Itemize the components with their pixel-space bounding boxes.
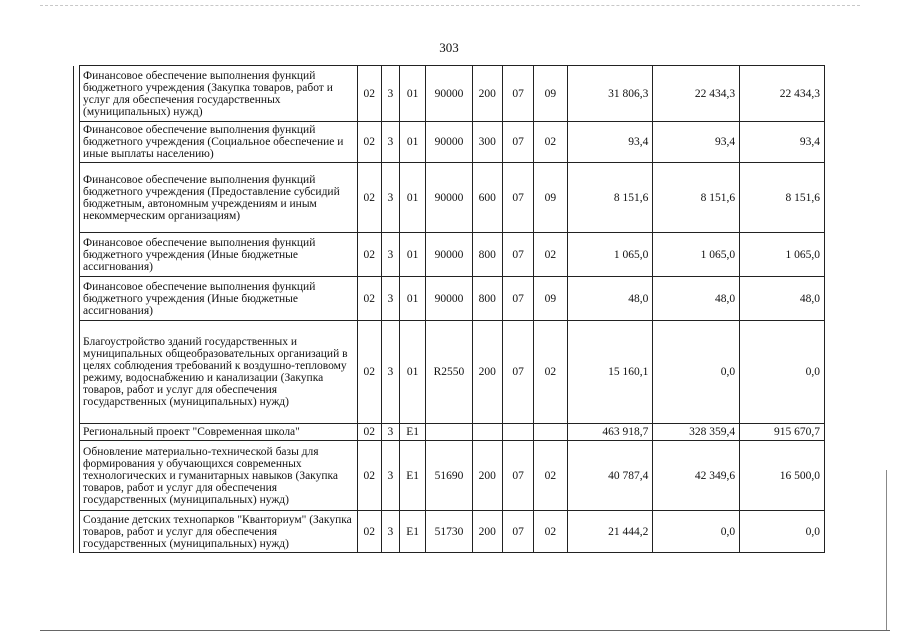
amount-3-cell: 0,0: [740, 321, 825, 424]
code-sub-cell: 3: [381, 66, 399, 122]
code-sub-cell: 3: [381, 441, 399, 511]
code-div-cell: 07: [502, 321, 533, 424]
code-type-cell: 600: [472, 163, 502, 233]
code-type-cell: [472, 424, 502, 441]
code-article-cell: R2550: [426, 321, 472, 424]
name-cell: Региональный проект "Современная школа": [80, 424, 358, 441]
amount-2-cell: 8 151,6: [653, 163, 740, 233]
code-div-cell: 07: [502, 122, 533, 163]
code-sub-cell: 3: [381, 277, 399, 321]
code-program-cell: E1: [400, 424, 426, 441]
amount-2-cell: 0,0: [653, 511, 740, 553]
name-cell: Финансовое обеспечение выполнения функций бюджетного учреждения (Предоставление субсидий бюджетным, автономным учреждениям и иным некоммерческим организациям): [80, 163, 358, 233]
code-section-cell: 02: [357, 233, 381, 277]
code-section-cell: 02: [357, 511, 381, 553]
code-type-cell: 300: [472, 122, 502, 163]
name-cell: Благоустройство зданий государственных и муниципальных общеобразовательных организаций в целях соблюдения требований к воздушно-тепловому режиму, водоснабжению и канализации (Закупка товаров, работ и услуг для обеспечения государственных (муниципальных) нужд): [80, 321, 358, 424]
name-cell: Обновление материально-технической базы для формирования у обучающихся современных технологических и гуманитарных навыков (Закупка товаров, работ и услуг для обеспечения государственных (муниципальных) нужд): [80, 441, 358, 511]
code-div-cell: 07: [502, 441, 533, 511]
table-row: [74, 321, 825, 424]
code-program-cell: 01: [400, 122, 426, 163]
code-subdiv-cell: 09: [534, 163, 567, 233]
code-subdiv-cell: 02: [534, 511, 567, 553]
code-section-cell: 02: [357, 321, 381, 424]
table-row: [74, 277, 825, 321]
code-subdiv-cell: 02: [534, 122, 567, 163]
amount-3-cell: 16 500,0: [740, 441, 825, 511]
code-subdiv-cell: 09: [534, 277, 567, 321]
code-section-cell: 02: [357, 122, 381, 163]
code-article-cell: 90000: [426, 277, 472, 321]
code-program-cell: E1: [400, 511, 426, 553]
code-subdiv-cell: 09: [534, 66, 567, 122]
amount-3-cell: 48,0: [740, 277, 825, 321]
page-number: 303: [439, 40, 459, 55]
name-cell: Финансовое обеспечение выполнения функций бюджетного учреждения (Иные бюджетные ассигнования): [80, 233, 358, 277]
amount-2-cell: 1 065,0: [653, 233, 740, 277]
code-program-cell: 01: [400, 66, 426, 122]
amount-1-cell: 463 918,7: [567, 424, 653, 441]
amount-1-cell: 31 806,3: [567, 66, 653, 122]
amount-1-cell: 1 065,0: [567, 233, 653, 277]
code-subdiv-cell: 02: [534, 321, 567, 424]
amount-1-cell: 48,0: [567, 277, 653, 321]
code-program-cell: E1: [400, 441, 426, 511]
code-div-cell: 07: [502, 511, 533, 553]
code-section-cell: 02: [357, 424, 381, 441]
name-cell: Финансовое обеспечение выполнения функций бюджетного учреждения (Иные бюджетные ассигнования): [80, 277, 358, 321]
scan-bottom-edge: [40, 630, 890, 631]
amount-1-cell: 15 160,1: [567, 321, 653, 424]
table-row: [74, 511, 825, 553]
amount-1-cell: 40 787,4: [567, 441, 653, 511]
amount-3-cell: 22 434,3: [740, 66, 825, 122]
table-row: [74, 441, 825, 511]
amount-2-cell: 0,0: [653, 321, 740, 424]
code-type-cell: 800: [472, 233, 502, 277]
code-type-cell: 200: [472, 321, 502, 424]
amount-3-cell: 93,4: [740, 122, 825, 163]
code-subdiv-cell: 02: [534, 441, 567, 511]
amount-2-cell: 22 434,3: [653, 66, 740, 122]
amount-1-cell: 93,4: [567, 122, 653, 163]
table-row: [74, 66, 825, 122]
code-article-cell: 51690: [426, 441, 472, 511]
amount-2-cell: 328 359,4: [653, 424, 740, 441]
code-div-cell: 07: [502, 163, 533, 233]
scan-right-edge: [886, 470, 887, 630]
code-sub-cell: 3: [381, 122, 399, 163]
code-div-cell: 07: [502, 233, 533, 277]
code-program-cell: 01: [400, 277, 426, 321]
code-sub-cell: 3: [381, 424, 399, 441]
amount-1-cell: 21 444,2: [567, 511, 653, 553]
code-subdiv-cell: 02: [534, 233, 567, 277]
table-row: [74, 233, 825, 277]
code-section-cell: 02: [357, 66, 381, 122]
code-subdiv-cell: [534, 424, 567, 441]
code-section-cell: 02: [357, 277, 381, 321]
code-sub-cell: 3: [381, 163, 399, 233]
budget-table: [73, 65, 825, 553]
code-article-cell: 90000: [426, 122, 472, 163]
code-program-cell: 01: [400, 321, 426, 424]
code-section-cell: 02: [357, 441, 381, 511]
amount-3-cell: 8 151,6: [740, 163, 825, 233]
code-program-cell: 01: [400, 233, 426, 277]
code-type-cell: 800: [472, 277, 502, 321]
code-sub-cell: 3: [381, 511, 399, 553]
amount-3-cell: 1 065,0: [740, 233, 825, 277]
amount-3-cell: 0,0: [740, 511, 825, 553]
code-div-cell: 07: [502, 66, 533, 122]
code-type-cell: 200: [472, 441, 502, 511]
code-section-cell: 02: [357, 163, 381, 233]
table-row: [74, 424, 825, 441]
code-type-cell: 200: [472, 66, 502, 122]
name-cell: Создание детских технопарков "Кванториум" (Закупка товаров, работ и услуг для обеспечения государственных (муниципальных) нужд): [80, 511, 358, 553]
amount-2-cell: 42 349,6: [653, 441, 740, 511]
table-row: [74, 163, 825, 233]
code-article-cell: [426, 424, 472, 441]
code-sub-cell: 3: [381, 321, 399, 424]
code-article-cell: 90000: [426, 66, 472, 122]
scan-top-edge: [40, 5, 860, 6]
code-article-cell: 90000: [426, 163, 472, 233]
code-article-cell: 51730: [426, 511, 472, 553]
code-sub-cell: 3: [381, 233, 399, 277]
amount-2-cell: 93,4: [653, 122, 740, 163]
code-program-cell: 01: [400, 163, 426, 233]
amount-2-cell: 48,0: [653, 277, 740, 321]
code-div-cell: 07: [502, 277, 533, 321]
amount-3-cell: 915 670,7: [740, 424, 825, 441]
code-div-cell: [502, 424, 533, 441]
name-cell: Финансовое обеспечение выполнения функций бюджетного учреждения (Социальное обеспечение и иные выплаты населению): [80, 122, 358, 163]
table-row: [74, 122, 825, 163]
code-article-cell: 90000: [426, 233, 472, 277]
code-type-cell: 200: [472, 511, 502, 553]
name-cell: Финансовое обеспечение выполнения функций бюджетного учреждения (Закупка товаров, работ и услуг для обеспечения государственных (муниципальных) нужд): [80, 66, 358, 122]
amount-1-cell: 8 151,6: [567, 163, 653, 233]
